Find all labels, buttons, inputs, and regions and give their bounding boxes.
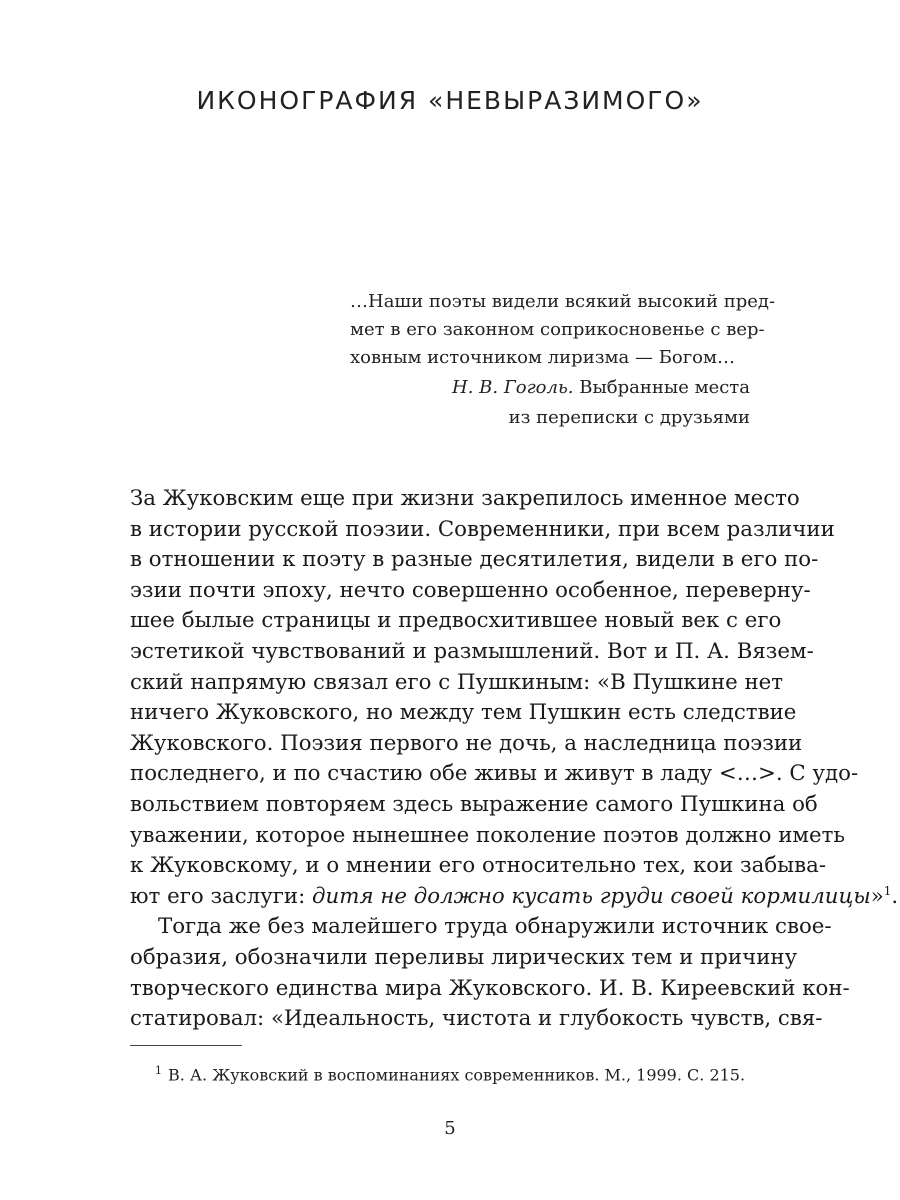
footnote-reference[interactable]: 1 <box>883 883 892 898</box>
body-text <box>130 484 899 1035</box>
text-line: статировал: «Идеальность, чистота и глубокость чувств, свя- <box>130 1006 823 1032</box>
text-line: За Жуковским еще при жизни закрепилось именное место <box>130 486 800 511</box>
epigraph-line: мет в его законном соприкосновенье с вер- <box>350 319 765 340</box>
text-line: последнего, и по счастию обе живы и живут в ладу <…>. С удо- <box>130 761 859 787</box>
text-line: шее былые страницы и предвосхитившее новый век с его <box>130 608 782 634</box>
footnote-mark: 1 <box>155 1064 162 1077</box>
footnote-divider <box>130 1045 242 1046</box>
text-line: к Жуковскому, и о мнении его относительно тех, кои забыва- <box>130 853 827 879</box>
footnote <box>155 1060 755 1086</box>
epigraph <box>350 288 776 432</box>
text-line: творческого единства мира Жуковского. И. В. Киреевский кон- <box>130 975 850 1001</box>
text-line: эстетикой чувствований и размышлений. Вот и П. А. Вязем- <box>130 638 814 664</box>
text-line: ский напрямую связал его с Пушкиным: «В Пушкине нет <box>130 669 784 695</box>
page-number: 5 <box>444 1118 456 1139</box>
footnote-text: В. А. Жуковский в воспоминаниях современников. М., 1999. С. 215. <box>168 1065 746 1085</box>
text-line: эзии почти эпоху, нечто совершенно особенное, переверну- <box>130 577 811 603</box>
text-line: в истории русской поэзии. Современники, при всем различии <box>130 516 835 542</box>
epigraph-line: ховным источником лиризма — Богом… <box>350 347 736 368</box>
text-line-last <box>130 882 899 913</box>
epigraph-source <box>350 374 750 402</box>
text-line: образия, обозначили переливы лирических тем и причину <box>130 944 798 970</box>
epigraph-author: Н. В. Гоголь. <box>452 377 574 398</box>
quote-italic: дитя не должно кусать груди своей кормилицы <box>312 883 871 909</box>
text-fragment: ют его заслуги: <box>130 883 313 909</box>
epigraph-source-cont: из переписки с друзьями <box>508 407 750 428</box>
text-line: уважении, которое нынешнее поколение поэтов должно иметь <box>130 822 845 848</box>
epigraph-work-title: Выбранные места <box>579 377 750 398</box>
text-fragment: . <box>891 883 899 909</box>
text-fragment: » <box>870 883 884 909</box>
chapter-title: ИКОНОГРАФИЯ «НЕВЫРАЗИМОГО» <box>196 86 704 115</box>
text-line: Тогда же без малейшего труда обнаружили источник свое- <box>158 914 832 940</box>
text-line: в отношении к поэту в разные десятилетия, видели в его по- <box>130 547 819 573</box>
text-line: ничего Жуковского, но между тем Пушкин есть следствие <box>130 700 797 726</box>
epigraph-line: …Наши поэты видели всякий высокий пред- <box>350 291 776 312</box>
text-line: Жуковского. Поэзия первого не дочь, а наследница поэзии <box>130 730 803 756</box>
text-line: вольствием повторяем здесь выражение самого Пушкина об <box>130 791 818 817</box>
